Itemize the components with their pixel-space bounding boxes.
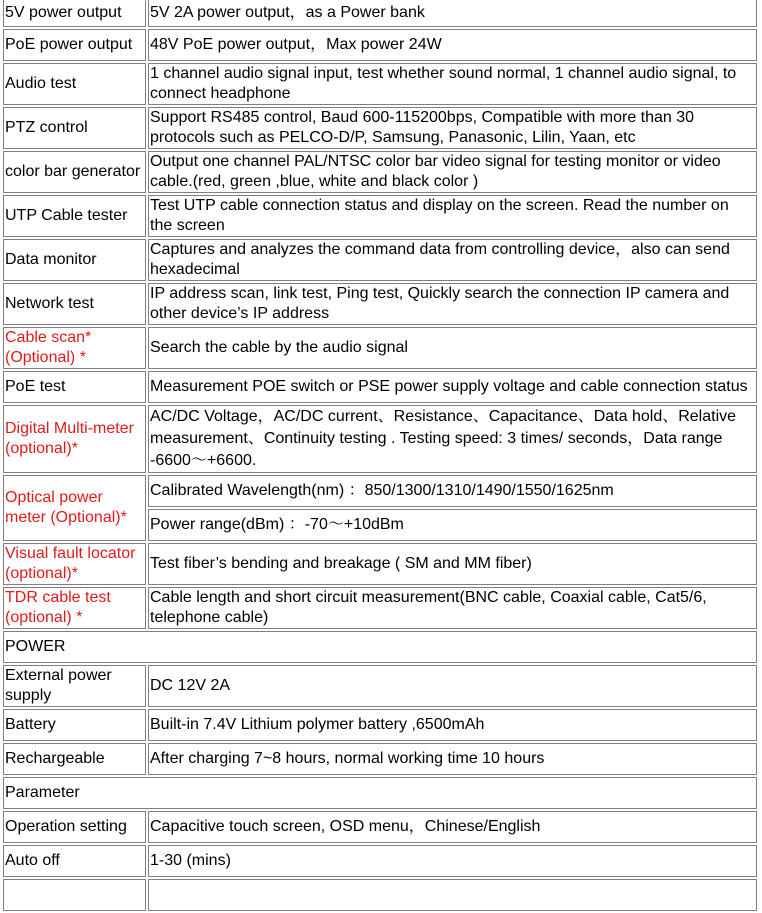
spec-value: 48V PoE power output，Max power 24W (148, 29, 757, 61)
table-row (3, 543, 757, 585)
table-row (3, 107, 757, 149)
spec-value: 5V 2A power output，as a Power bank (148, 0, 757, 27)
table-row (3, 195, 757, 237)
spec-label-optional: Digital Multi-meter (optional)* (3, 405, 146, 473)
spec-value: Built-in 7.4V Lithium polymer battery ,6500mAh (148, 709, 757, 741)
spec-label: UTP Cable tester (3, 195, 146, 237)
table-row (3, 475, 757, 507)
table-row (3, 811, 757, 843)
section-row (3, 777, 757, 809)
spec-label-optional: Optical power meter (Optional)* (3, 475, 146, 541)
spec-label: Battery (3, 709, 146, 741)
spec-label-optional: TDR cable test (optional) * (3, 587, 146, 629)
spec-label: Operation setting (3, 811, 146, 843)
spec-label: color bar generator (3, 151, 146, 193)
section-row (3, 631, 757, 663)
spec-value: 1-30 (mins) (148, 845, 757, 877)
table-row (3, 239, 757, 281)
spec-value: Capacitive touch screen, OSD menu，Chinese/English (148, 811, 757, 843)
spec-value: 1 channel audio signal input, test whether sound normal, 1 channel audio signal, to connect headphone (148, 63, 757, 105)
table-row (3, 283, 757, 325)
table-row (3, 743, 757, 775)
spec-label: PTZ control (3, 107, 146, 149)
spec-value: Power range(dBm) ：-70～+10dBm (148, 509, 757, 541)
spec-value: Output one channel PAL/NTSC color bar video signal for testing monitor or video cable.(red, green ,blue, white and black color ) (148, 151, 757, 193)
table-row (3, 587, 757, 629)
spec-label: Audio test (3, 63, 146, 105)
table-row (3, 709, 757, 741)
spec-value: Search the cable by the audio signal (148, 327, 757, 369)
spec-label (3, 879, 146, 911)
spec-label-optional: Cable scan* (Optional) * (3, 327, 146, 369)
spec-label: PoE test (3, 371, 146, 403)
spec-label: Network test (3, 283, 146, 325)
spec-value (148, 879, 757, 911)
section-heading-power: POWER (3, 631, 757, 663)
table-row (3, 63, 757, 105)
table-row (3, 151, 757, 193)
spec-value: Measurement POE switch or PSE power supply voltage and cable connection status (148, 371, 757, 403)
section-heading-parameter: Parameter (3, 777, 757, 809)
table-row (3, 879, 757, 911)
spec-value: DC 12V 2A (148, 665, 757, 707)
spec-label-optional: Visual fault locator (optional)* (3, 543, 146, 585)
spec-value: Captures and analyzes the command data from controlling device，also can send hexadecimal (148, 239, 757, 281)
table-row (3, 371, 757, 403)
spec-label: 5V power output (3, 0, 146, 27)
spec-value: Test UTP cable connection status and display on the screen. Read the number on the screen (148, 195, 757, 237)
spec-label: Auto off (3, 845, 146, 877)
spec-value: IP address scan, link test, Ping test, Quickly search the connection IP camera and other device’s IP address (148, 283, 757, 325)
spec-value: After charging 7~8 hours, normal working time 10 hours (148, 743, 757, 775)
spec-value: AC/DC Voltage，AC/DC current、Resistance、Capacitance、Data hold、Relative measurement、Continuity testing . Testing speed: 3 times/ seconds，Data range -6600～+6600. (148, 405, 757, 473)
spec-value: Support RS485 control, Baud 600-115200bps, Compatible with more than 30 protocols such as PELCO-D/P, Samsung, Panasonic, Lilin, Yaan, etc (148, 107, 757, 149)
spec-value: Test fiber’s bending and breakage ( SM and MM fiber) (148, 543, 757, 585)
table-row (3, 845, 757, 877)
table-row (3, 29, 757, 61)
spec-value: Calibrated Wavelength(nm) ：850/1300/1310/1490/1550/1625nm (148, 475, 757, 507)
table-row (3, 405, 757, 473)
spec-table (1, 0, 759, 913)
spec-label: External power supply (3, 665, 146, 707)
table-row (3, 327, 757, 369)
table-row (3, 0, 757, 27)
spec-label: PoE power output (3, 29, 146, 61)
spec-label: Data monitor (3, 239, 146, 281)
spec-value: Cable length and short circuit measurement(BNC cable, Coaxial cable, Cat5/6, telephone cable) (148, 587, 757, 629)
spec-label: Rechargeable (3, 743, 146, 775)
table-row (3, 665, 757, 707)
